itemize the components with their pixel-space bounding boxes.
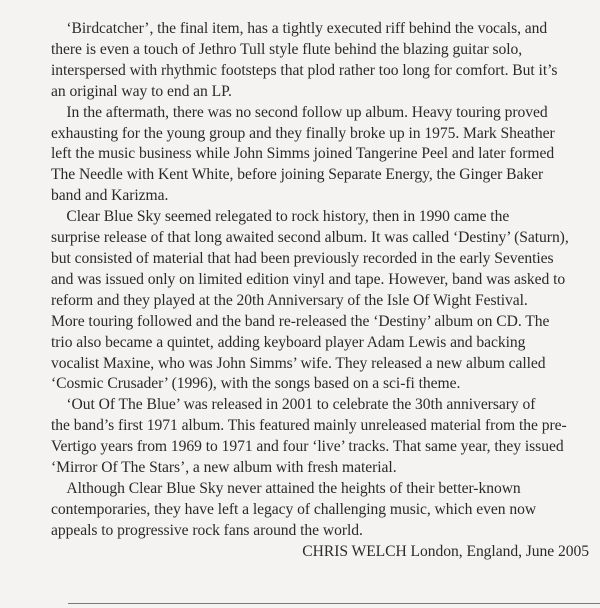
text-line: ‘Cosmic Crusader’ (1996), with the songs based on a sci-fi theme.: [51, 375, 461, 393]
text-line: In the aftermath, there was no second follow up album. Heavy touring proved: [51, 103, 548, 121]
text-line: reform and they played at the 20th Anniversary of the Isle Of Wight Festival.: [51, 291, 528, 309]
text-line: interspersed with rhythmic footsteps that plod rather too long for comfort. But it’s: [51, 61, 558, 79]
text-line: surprise release of that long awaited second album. It was called ‘Destiny’ (Saturn),: [51, 229, 569, 247]
paragraph-destiny: [51, 207, 589, 395]
text-line: Although Clear Blue Sky never attained the heights of their better-known: [51, 479, 521, 497]
text-line: the band’s first 1971 album. This featured mainly unreleased material from the pre-: [51, 417, 567, 435]
text-line: ‘Mirror Of The Stars’, a new album with fresh material.: [51, 459, 397, 477]
text-line: but consisted of material that had been previously recorded in the early Seventies: [51, 249, 554, 267]
text-line: vocalist Maxine, who was John Simms’ wife. They released a new album called: [51, 354, 546, 372]
text-line: appeals to progressive rock fans around the world.: [51, 521, 363, 539]
text-line: and was issued only on limited edition vinyl and tape. However, band was asked to: [51, 270, 566, 288]
text-line: there is even a touch of Jethro Tull style flute behind the blazing guitar solo,: [51, 40, 523, 58]
bottom-divider: [68, 603, 600, 604]
text-line: contemporaries, they have left a legacy of challenging music, which even now: [51, 500, 537, 518]
paragraph-aftermath: [51, 103, 589, 208]
author-signature: CHRIS WELCH London, England, June 2005: [302, 542, 589, 560]
liner-notes-text: [51, 19, 589, 563]
text-line: exhausting for the young group and they finally broke up in 1975. Mark Sheather: [51, 124, 555, 142]
text-line: The Needle with Kent White, before joining Separate Energy, the Ginger Baker: [51, 166, 544, 184]
text-line: More touring followed and the band re-released the ‘Destiny’ album on CD. The: [51, 312, 550, 330]
text-line: trio also became a quintet, adding keyboard player Adam Lewis and backing: [51, 333, 526, 351]
text-line: Clear Blue Sky seemed relegated to rock history, then in 1990 came the: [51, 208, 510, 226]
paragraph-out-of-the-blue: [51, 395, 589, 479]
paragraph-birdcatcher: [51, 19, 589, 103]
text-line: left the music business while John Simms joined Tangerine Peel and later formed: [51, 145, 555, 163]
paragraph-legacy: [51, 479, 589, 542]
text-line: ‘Birdcatcher’, the final item, has a tightly executed riff behind the vocals, and: [51, 20, 548, 37]
text-line: band and Karizma.: [51, 187, 169, 205]
text-line: ‘Out Of The Blue’ was released in 2001 to celebrate the 30th anniversary of: [51, 396, 536, 414]
text-line: Vertigo years from 1969 to 1971 and four ‘live’ tracks. That same year, they issued: [51, 438, 564, 456]
text-line: an original way to end an LP.: [51, 82, 232, 100]
